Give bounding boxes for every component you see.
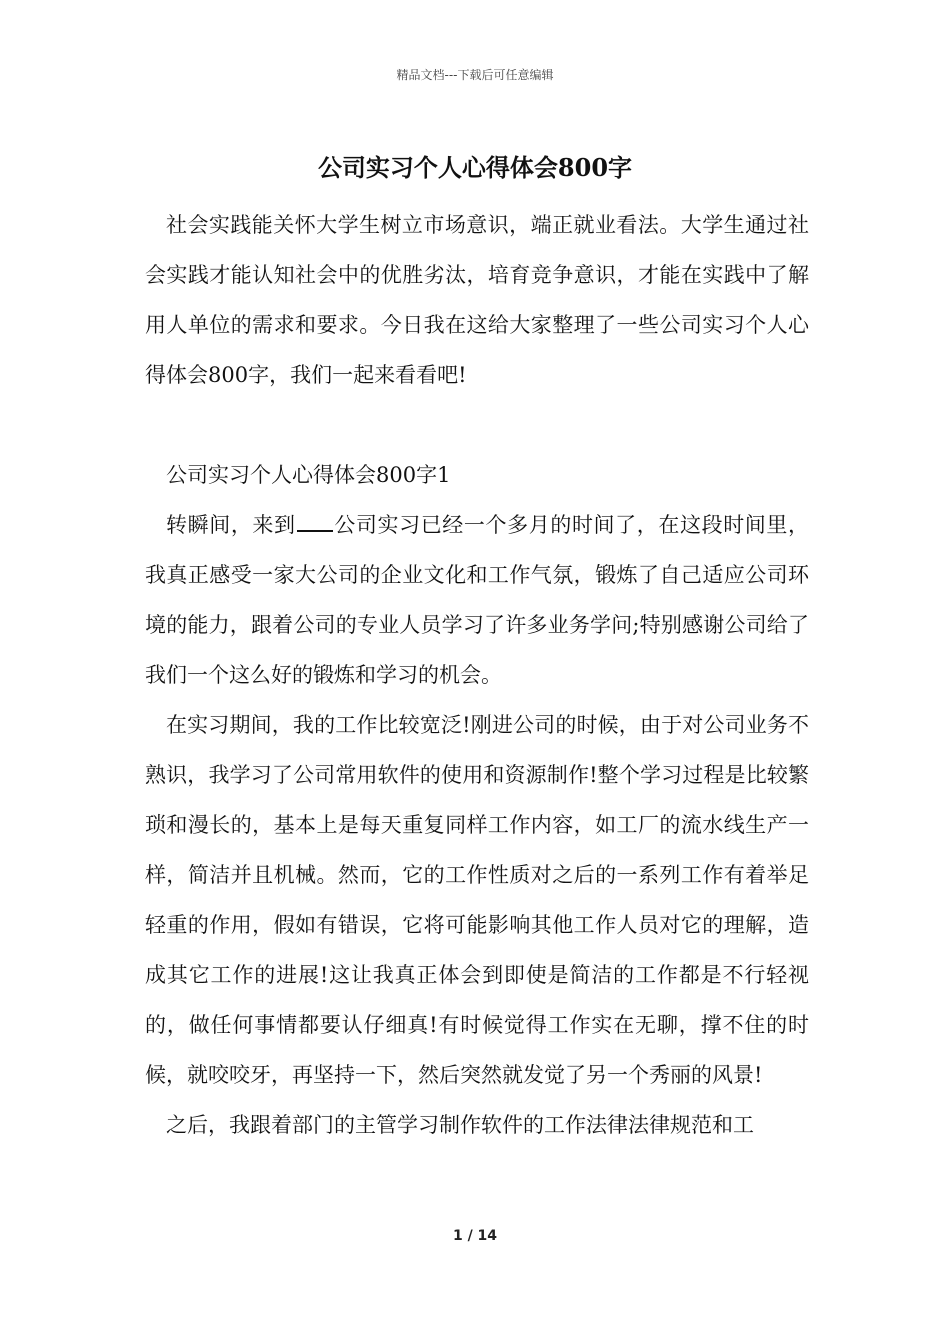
- document-body: [145, 200, 809, 1150]
- document-title: 公司实习个人心得体会800字: [317, 153, 633, 182]
- header-note: 精品文档---下载后可任意编辑: [396, 68, 554, 82]
- paragraph-1-start: 转瞬间，来到: [166, 513, 296, 537]
- paragraph-1: [145, 500, 809, 700]
- paragraph-3: 之后，我跟着部门的主管学习制作软件的工作法律法律规范和工: [166, 1113, 754, 1137]
- intro-paragraph: 社会实践能关怀大学生树立市场意识，端正就业看法。大学生通过社会实践才能认知社会中的优胜劣汰，培育竞争意识，才能在实践中了解用人单位的需求和要求。今日我在这给大家整理了一些公司实习个人心得体会800字，我们一起来看看吧!: [145, 213, 809, 387]
- section-heading: 公司实习个人心得体会800字1: [166, 463, 451, 487]
- paragraph-2: 在实习期间，我的工作比较宽泛!刚进公司的时候，由于对公司业务不熟识，我学习了公司常用软件的使用和资源制作!整个学习过程是比较繁琐和漫长的，基本上是每天重复同样工作内容，如工厂的流水线生产一样，简洁并且机械。然而，它的工作性质对之后的一系列工作有着举足轻重的作用，假如有错误，它将可能影响其他工作人员对它的理解，造成其它工作的进展!这让我真正体会到即使是简洁的工作都是不行轻视的，做任何事情都要认仔细真!有时候觉得工作实在无聊，撑不住的时候，就咬咬牙，再坚持一下，然后突然就发觉了另一个秀丽的风景!: [145, 713, 809, 1087]
- paragraph-1-rest: 公司实习已经一个多月的时间了，在这段时间里，我真正感受一家大公司的企业文化和工作气氛，锻炼了自己适应公司环境的能力，跟着公司的专业人员学习了许多业务学问;特别感谢公司给了我们一个这么好的锻炼和学习的机会。: [145, 513, 810, 687]
- page-number: 1 / 14: [452, 1228, 498, 1244]
- fill-in-blank: [297, 512, 333, 532]
